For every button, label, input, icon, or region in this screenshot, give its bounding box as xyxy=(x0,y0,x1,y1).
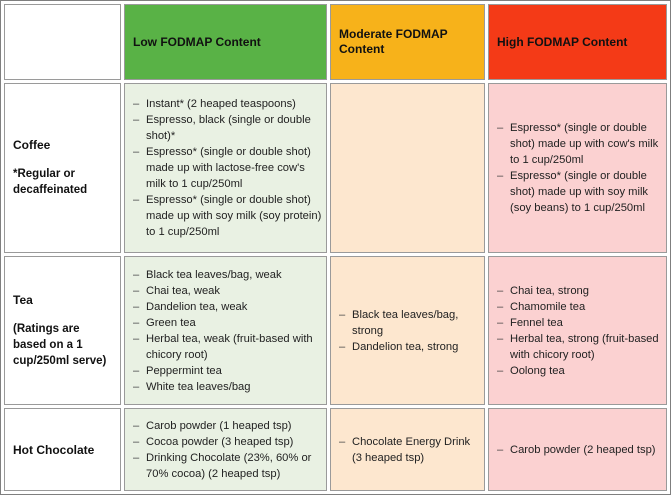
tea-high-cell xyxy=(488,256,667,405)
tea-low-cell xyxy=(124,256,327,405)
list-item: – Carob powder (1 heaped tsp) xyxy=(131,418,322,434)
row-title: Coffee xyxy=(13,138,51,152)
row-note: (Ratings are based on a 1 cup/250ml serve) xyxy=(13,322,107,367)
coffee-low-cell xyxy=(124,83,327,253)
coffee-high-list xyxy=(495,120,662,216)
list-item: – Carob powder (2 heaped tsp) xyxy=(495,442,656,458)
list-item: – Black tea leaves/bag, strong xyxy=(337,307,480,339)
list-item: – Chocolate Energy Drink (3 heaped tsp) xyxy=(337,434,480,466)
list-item: – Dandelion tea, strong xyxy=(337,339,480,355)
header-low xyxy=(124,4,327,80)
list-item: – Herbal tea, weak (fruit-based with chicory root) xyxy=(131,331,322,363)
header-moderate xyxy=(330,4,485,80)
tea-low-list xyxy=(131,267,322,395)
list-item: – Black tea leaves/bag, weak xyxy=(131,267,322,283)
list-item: – Espresso* (single or double shot) made up with soy milk (soy protein) to 1 cup/250ml xyxy=(131,192,322,240)
list-item: – Espresso* (single or double shot) made up with cow's milk to 1 cup/250ml xyxy=(495,120,662,168)
header-low-label: Low FODMAP Content xyxy=(133,35,261,49)
coffee-low-list xyxy=(131,96,322,240)
list-item: – Dandelion tea, weak xyxy=(131,299,322,315)
row-note: *Regular or decaffeinated xyxy=(13,168,88,196)
list-item: – Espresso, black (single or double shot)* xyxy=(131,112,322,144)
list-item: – Drinking Chocolate (23%, 60% or 70% cocoa) (2 heaped tsp) xyxy=(131,450,322,482)
list-item: – Instant* (2 heaped teaspoons) xyxy=(131,96,322,112)
row-header-hot-chocolate xyxy=(4,408,121,491)
list-item: – Chai tea, strong xyxy=(495,283,662,299)
header-high-label: High FODMAP Content xyxy=(497,35,628,49)
list-item: – Oolong tea xyxy=(495,363,662,379)
list-item: – Chai tea, weak xyxy=(131,283,322,299)
header-high xyxy=(488,4,667,80)
list-item: – Peppermint tea xyxy=(131,363,322,379)
list-item: – Espresso* (single or double shot) made up with lactose-free cow's milk to 1 cup/250ml xyxy=(131,144,322,192)
list-item: – Fennel tea xyxy=(495,315,662,331)
list-item: – Green tea xyxy=(131,315,322,331)
hot-chocolate-moderate-cell xyxy=(330,408,485,491)
hot-chocolate-high-cell xyxy=(488,408,667,491)
list-item: – Cocoa powder (3 heaped tsp) xyxy=(131,434,322,450)
row-header-tea xyxy=(4,256,121,405)
row-title: Tea xyxy=(13,292,33,307)
row-title: Hot Chocolate xyxy=(13,442,95,457)
list-item: – Espresso* (single or double shot) made up with soy milk (soy beans) to 1 cup/250ml xyxy=(495,168,662,216)
list-item: – Chamomile tea xyxy=(495,299,662,315)
hot-chocolate-moderate-list xyxy=(337,434,480,466)
hot-chocolate-high-list xyxy=(495,442,656,458)
header-moderate-label: Moderate FODMAP Content xyxy=(339,27,448,56)
corner-cell xyxy=(4,4,121,80)
coffee-moderate-cell xyxy=(330,83,485,253)
hot-chocolate-low-cell xyxy=(124,408,327,491)
list-item: – White tea leaves/bag xyxy=(131,379,322,395)
tea-moderate-cell xyxy=(330,256,485,405)
coffee-high-cell xyxy=(488,83,667,253)
hot-chocolate-low-list xyxy=(131,418,322,482)
list-item: – Herbal tea, strong (fruit-based with chicory root) xyxy=(495,331,662,363)
tea-high-list xyxy=(495,283,662,379)
tea-moderate-list xyxy=(337,307,480,355)
row-header-coffee xyxy=(4,83,121,253)
